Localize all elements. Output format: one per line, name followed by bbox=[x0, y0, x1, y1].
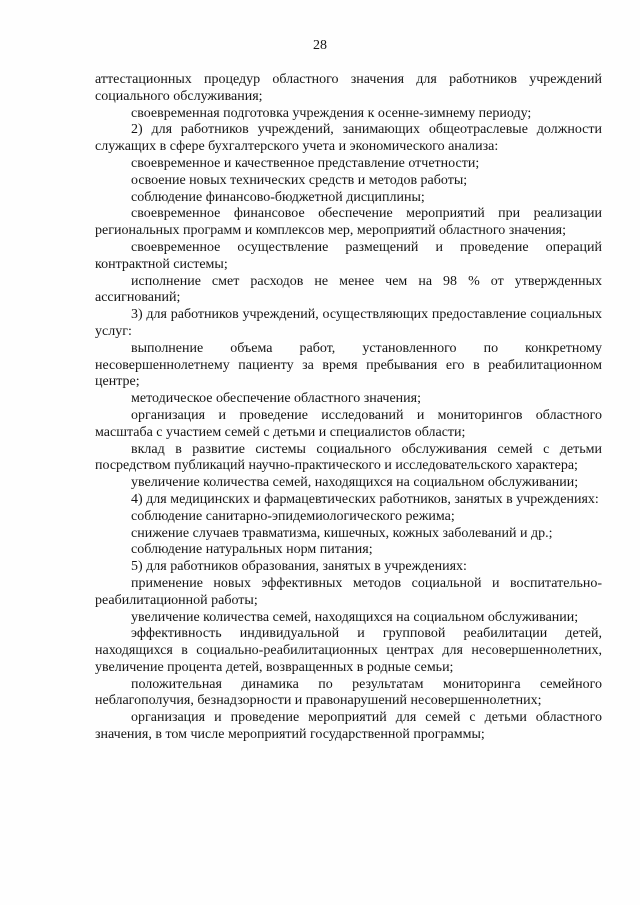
paragraph: вклад в развитие системы социального обслуживания семей с детьми посредством публикаций научно-практического и исследовательского характера; bbox=[95, 441, 602, 474]
paragraph: применение новых эффективных методов социальной и воспитательно-реабилитационной работы; bbox=[95, 575, 602, 608]
paragraph: организация и проведение мероприятий для семей с детьми областного значения, в том числе мероприятий государственной программы; bbox=[95, 710, 602, 743]
paragraph: 3) для работников учреждений, осуществляющих предоставление социальных услуг: bbox=[95, 307, 602, 339]
paragraph: своевременное и качественное представление отчетности; bbox=[131, 155, 480, 171]
paragraph: методическое обеспечение областного значения; bbox=[131, 391, 421, 407]
paragraph: своевременное финансовое обеспечение мероприятий при реализации региональных программ и комплексов мер, мероприятий областного значения; bbox=[95, 206, 602, 239]
paragraph: снижение случаев травматизма, кишечных, кожных заболеваний и др.; bbox=[131, 525, 553, 541]
paragraph: соблюдение финансово-бюджетной дисциплины; bbox=[131, 189, 425, 205]
paragraph: своевременная подготовка учреждения к осенне-зимнему периоду; bbox=[131, 105, 532, 121]
paragraph: исполнение смет расходов не менее чем на 98 % от утвержденных ассигнований; bbox=[95, 273, 602, 306]
paragraph: соблюдение санитарно-эпидемиологического режима; bbox=[131, 508, 455, 524]
paragraph: 5) для работников образования, занятых в учреждениях: bbox=[131, 559, 467, 575]
paragraph: 2) для работников учреждений, занимающих общеотраслевые должности служащих в сфере бухгалтерского учета и экономического анализа: bbox=[95, 122, 602, 155]
paragraph: увеличение количества семей, находящихся на социальном обслуживании; bbox=[131, 609, 579, 625]
paragraph: эффективность индивидуальной и групповой реабилитации детей, находящихся в социально-реабилитационных центрах для несовершеннолетних, увеличение процента детей, возвращенных в родные семьи; bbox=[95, 626, 602, 675]
paragraph: положительная динамика по результатам мониторинга семейного неблагополучия, безнадзорности и правонарушений несовершеннолетних; bbox=[95, 676, 602, 709]
page-number: 28 bbox=[313, 38, 327, 53]
paragraph: 4) для медицинских и фармацевтических работников, занятых в учреждениях: bbox=[131, 491, 599, 507]
paragraph: аттестационных процедур областного значения для работников учреждений социального обслуживания; bbox=[95, 72, 602, 104]
paragraph: соблюдение натуральных норм питания; bbox=[131, 542, 373, 558]
paragraph: освоение новых технических средств и методов работы; bbox=[131, 172, 468, 188]
paragraph: организация и проведение исследований и мониторингов областного масштаба с участием семей с детьми и специалистов области; bbox=[95, 407, 602, 440]
paragraph: выполнение объема работ, установленного по конкретному несовершеннолетнему пациенту за время пребывания его в реабилитационном центре; bbox=[95, 340, 602, 390]
document-body bbox=[95, 72, 602, 744]
paragraph: увеличение количества семей, находящихся на социальном обслуживании; bbox=[131, 475, 579, 491]
paragraph: своевременное осуществление размещений и проведение операций контрактной системы; bbox=[95, 239, 602, 272]
